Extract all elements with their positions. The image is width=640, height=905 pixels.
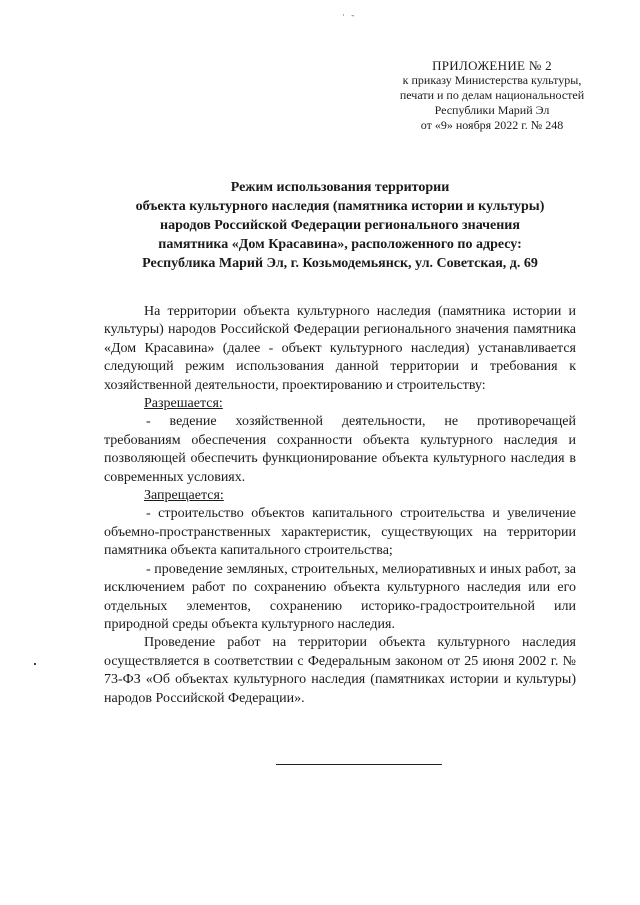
allowed-item: - ведение хозяйственной деятельности, не противоречащей требованиям обеспечения сохранности объекта культурного наследия и позволяющей обеспечить функционирование объекта культурного наследия в современных условиях. — [104, 414, 576, 485]
scan-artifact: · - — [342, 10, 357, 20]
intro-paragraph: На территории объекта культурного наследия (памятника истории и культуры) народов Российской Федерации регионального значения памятника «Дом Красавина» (далее - объект культурного наследия) устанавливается следующий режим использования данной территории и требования к хозяйственной деятельности, проектированию и строительству: — [104, 304, 576, 393]
title-line: Режим использования территории — [230, 180, 450, 195]
appendix-line: печати и по делам национальностей — [399, 88, 585, 102]
forbidden-item: - строительство объектов капитального строительства и увеличение объемно-пространственных характеристик, существующих на территории памятника объекта капитального строительства; — [104, 506, 576, 559]
title-line: Республика Марий Эл, г. Козьмодемьянск, ул. Советская, д. 69 — [142, 256, 538, 271]
appendix-block — [372, 58, 612, 133]
title-line: объекта культурного наследия (памятника истории и культуры) — [135, 199, 545, 214]
appendix-line: Республики Марий Эл — [434, 103, 550, 117]
appendix-line: к приказу Министерства культуры, — [402, 73, 582, 87]
allowed-heading: Разрешается: — [144, 396, 223, 412]
final-paragraph: Проведение работ на территории объекта культурного наследия осуществляется в соответствии с Федеральным законом от 25 июня 2002 г. № 73-ФЗ «Об объектах культурного наследия (памятниках истории и культуры) народов Российской Федерации». — [104, 635, 576, 706]
title-line: народов Российской Федерации регионального значения — [160, 218, 520, 233]
scan-artifact-dot — [34, 663, 36, 665]
appendix-date-line: от «9» ноября 2022 г. № 248 — [420, 118, 564, 132]
forbidden-heading: Запрещается: — [144, 488, 224, 504]
closing-divider — [276, 764, 442, 765]
forbidden-item: - проведение земляных, строительных, мелиоративных и иных работ, за исключением работ по сохранению объекта культурного наследия или его отдельных элементов, сохранению историко-градостроительной или природной среды объекта культурного наследия. — [104, 561, 576, 632]
title-line: памятника «Дом Красавина», расположенного по адресу: — [158, 237, 522, 252]
document-body — [104, 303, 576, 708]
document-title — [80, 178, 600, 273]
appendix-header: ПРИЛОЖЕНИЕ № 2 — [432, 58, 552, 73]
